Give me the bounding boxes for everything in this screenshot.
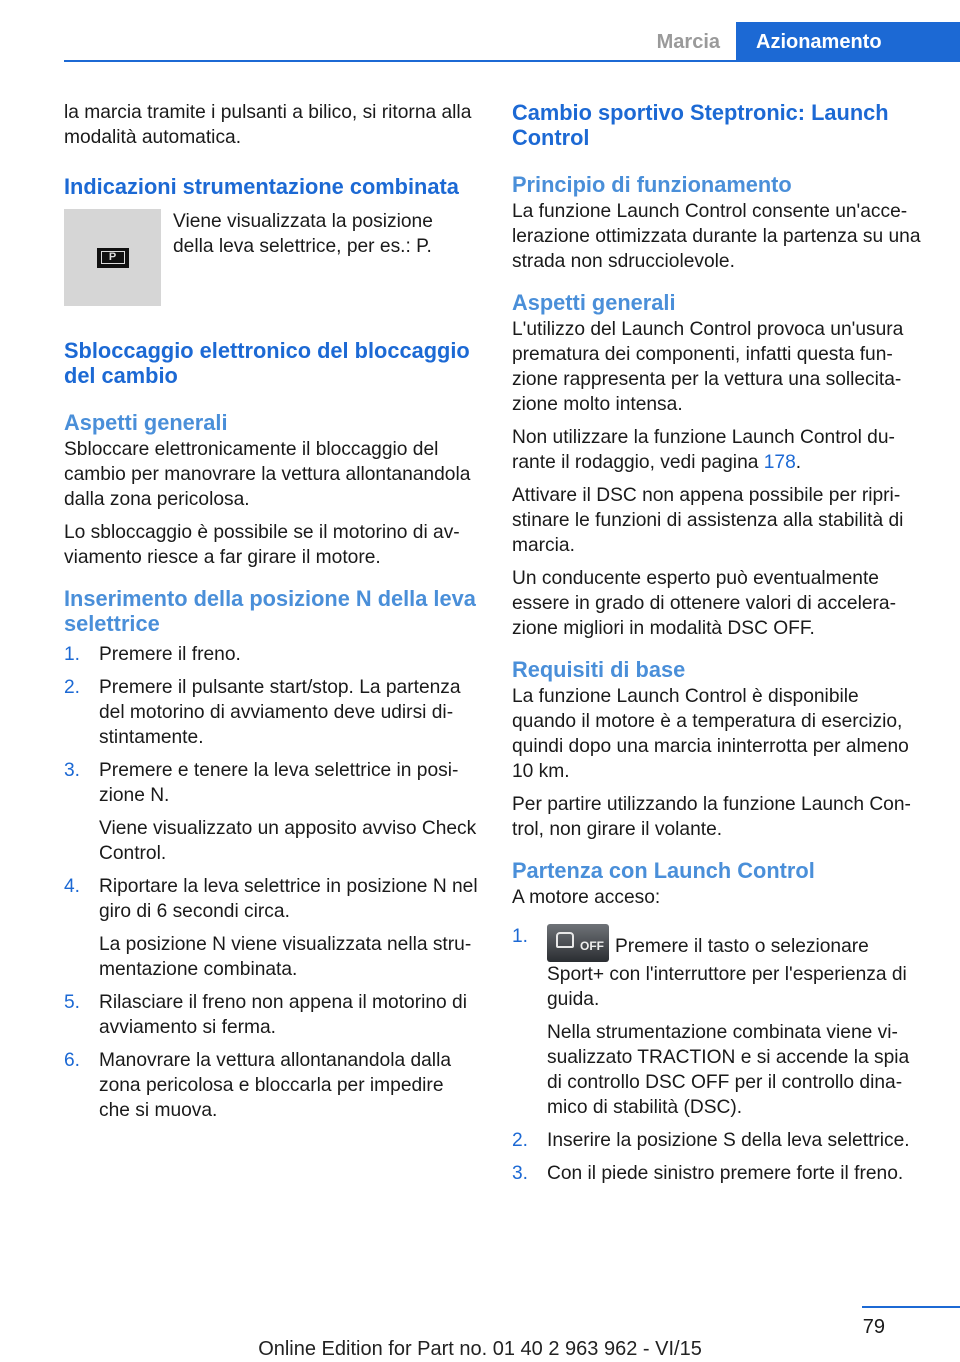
list-item: 3. Premere e tenere la leva selettrice in posizione N. Viene visualizzato un apposito avviso Check Control. bbox=[64, 760, 477, 864]
requisiti-paragraph-2: Per partire utilizzando la funzione Launch Control, non girare il volante. bbox=[512, 794, 911, 840]
left-column bbox=[64, 100, 478, 1131]
partenza-heading: Partenza con Launch Control bbox=[512, 858, 815, 883]
footer-rule bbox=[862, 1306, 960, 1308]
principio-paragraph: La funzione Launch Control consente un'accelerazione ottimizzata durante la partenza su una strada non sdrucciolevole. bbox=[512, 201, 921, 272]
right-column bbox=[512, 100, 926, 1194]
edition-footer: Online Edition for Part no. 01 40 2 963 962 - VI/15 bbox=[258, 1338, 702, 1360]
requisiti-heading: Requisiti di base bbox=[512, 657, 686, 682]
partenza-steps bbox=[512, 924, 926, 1186]
list-item: 1. Premere il freno. bbox=[64, 644, 241, 665]
aspetti-paragraph-2: Non utilizzare la funzione Launch Control durante il rodaggio, vedi pagina 178. bbox=[512, 427, 895, 473]
aspetti-paragraph-4: Un conducente esperto può eventualmente essere in grado di ottenere valori di accelerazione migliori in modalità DSC OFF. bbox=[512, 568, 896, 639]
list-item: 2. Inserire la posizione S della leva selettrice. bbox=[512, 1130, 910, 1151]
page-link[interactable]: 178 bbox=[763, 452, 796, 473]
aspetti-generali-heading: Aspetti generali bbox=[64, 410, 228, 435]
partenza-intro: A motore acceso: bbox=[512, 887, 661, 908]
display-p-icon: P bbox=[97, 248, 129, 268]
intro-paragraph: la marcia tramite i pulsanti a bilico, si ritorna alla modalità automatica. bbox=[64, 102, 472, 148]
principio-heading: Principio di funzionamento bbox=[512, 172, 792, 197]
skidding-car-icon bbox=[556, 932, 574, 948]
aspetti-paragraph-2: Lo sbloccaggio è possibile se il motorino di avviamento riesce a far girare il motore. bbox=[64, 522, 460, 568]
list-item: 4. Riportare la leva selettrice in posizione N nel giro di 6 secondi circa. La posizione N viene visualizzata nella strumentazione combinata. bbox=[64, 876, 478, 980]
selector-position-image bbox=[64, 209, 161, 306]
chapter-tab[interactable]: Azionamento bbox=[736, 22, 960, 62]
page-header bbox=[0, 0, 960, 62]
header-rule bbox=[64, 60, 960, 62]
inserimento-steps bbox=[64, 642, 478, 1123]
indicazioni-heading: Indicazioni strumentazione combinata bbox=[64, 174, 459, 199]
list-item: 6. Manovrare la vettura allontanandola dalla zona pericolosa e bloccarla per impedire che si muova. bbox=[64, 1050, 451, 1121]
aspetti-paragraph-1: Sbloccare elettronicamente il bloccaggio del cambio per manovrare la vettura allontanandola dalla zona pericolosa. bbox=[64, 439, 471, 510]
selector-display-block bbox=[64, 209, 478, 306]
list-item: 3. Con il piede sinistro premere forte il freno. bbox=[512, 1163, 904, 1184]
launch-control-heading: Cambio sportivo Steptronic: Launch Control bbox=[512, 100, 889, 150]
indicazioni-text: Viene visualizzata la posizione della leva selettrice, per es.: P. bbox=[173, 211, 433, 257]
requisiti-paragraph-1: La funzione Launch Control è disponibile quando il motore è a temperatura di esercizio, quindi dopo una marcia ininterrotta per almeno 10 km. bbox=[512, 686, 909, 782]
list-item: 1. OFF Premere il tasto o selezionare Sport+ con l'interruttore per l'esperienza di guida. Nella strumentazione combinata viene visualizzato TRACTION e si accende la spia di controllo DSC OFF per il controllo dinamico di stabilità (DSC). bbox=[512, 926, 910, 1118]
aspetti-paragraph-1: L'utilizzo del Launch Control provoca un'usura prematura dei componenti, infatti questa funzione rappresenta per la vettura una sollecitazione molto intensa. bbox=[512, 319, 904, 415]
aspetti-generali-heading: Aspetti generali bbox=[512, 290, 676, 315]
page-number: 79 bbox=[862, 1316, 885, 1338]
aspetti-paragraph-3: Attivare il DSC non appena possibile per ripristinare le funzioni di assistenza alla stabilità di marcia. bbox=[512, 485, 904, 556]
dsc-off-button-icon: OFF bbox=[547, 924, 609, 962]
list-item: 5. Rilasciare il freno non appena il motorino di avviamento si ferma. bbox=[64, 992, 467, 1038]
inserimento-heading: Inserimento della posizione N della leva selettrice bbox=[64, 586, 476, 636]
section-tab[interactable]: Marcia bbox=[656, 30, 720, 53]
sbloccaggio-heading: Sbloccaggio elettronico del bloccaggio del cambio bbox=[64, 338, 470, 388]
list-item: 2. Premere il pulsante start/stop. La partenza del motorino di avviamento deve udirsi distintamente. bbox=[64, 677, 461, 748]
